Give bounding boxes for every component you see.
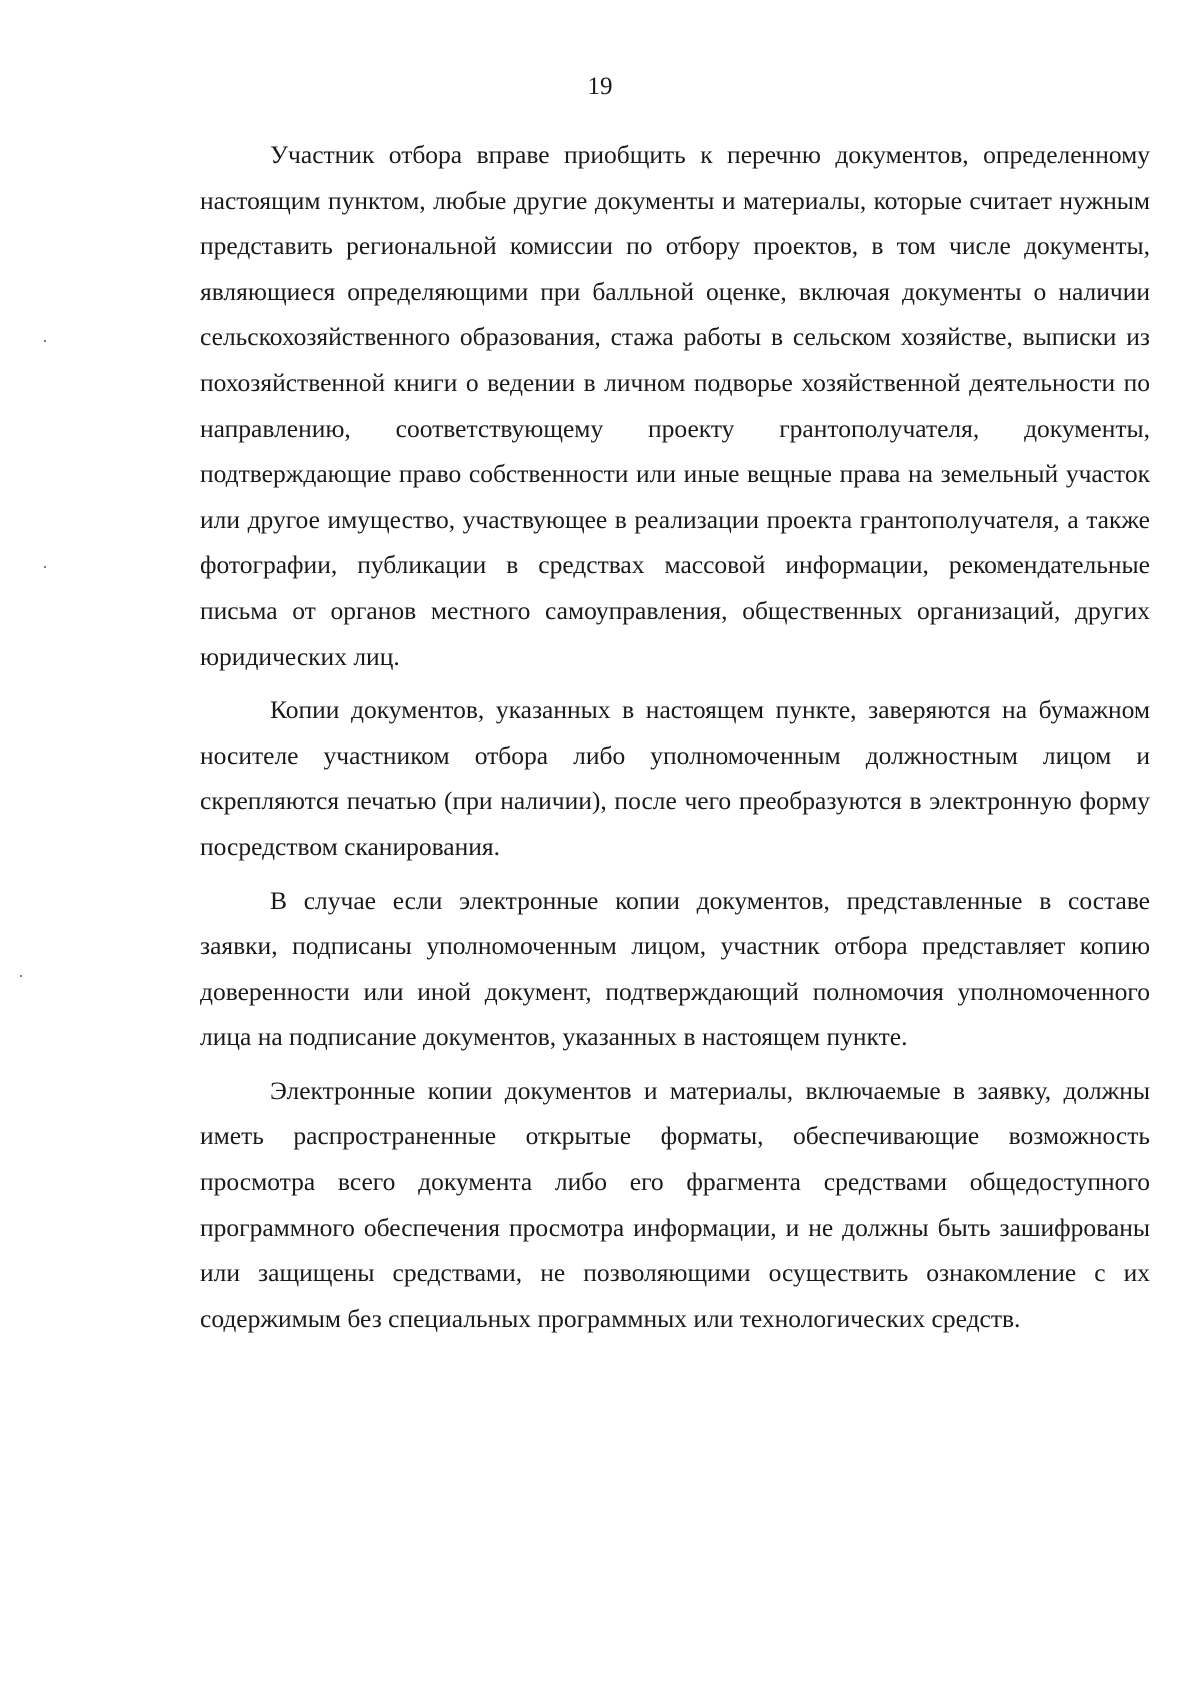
scan-speck [44, 566, 46, 568]
paragraph-document-copies: Копии документов, указанных в настоящем пункте, заверяются на бумажном носителе участником отбора либо уполномоченным должностным лицом и скрепляются печатью (при наличии), после чего преобразуются в электронную форму посредством сканирования. [200, 695, 1150, 861]
paragraph-authorized-signature: В случае если электронные копии документов, представленные в составе заявки, подписаны уполномоченным лицом, участник отбора представляет копию доверенности или иной документ, подтверждающий полномочия уполномоченного лица на подписание документов, указанных в настоящем пункте. [200, 885, 1150, 1052]
scan-speck [44, 340, 46, 342]
page-number: 19 [587, 73, 613, 100]
paragraph-electronic-formats: Электронные копии документов и материалы, включаемые в заявку, должны иметь распространенные открытые форматы, обеспечивающие возможность просмотра всего документа либо его фрагмента средствами общедоступного программного обеспечения просмотра информации, и не должны быть зашифрованы или защищены средствами, не позволяющими осуществить ознакомление с их содержимым без специальных программных или технологических средств. [200, 1075, 1150, 1333]
scan-speck [20, 975, 22, 977]
document-body [200, 132, 1150, 1349]
paragraph-additional-documents: Участник отбора вправе приобщить к перечню документов, определенному настоящим пунктом, любые другие документы и материалы, которые считает нужным представить региональной комиссии по отбору проектов, в том числе документы, являющиеся определяющими при балльной оценке, включая документы о наличии сельскохозяйственного образования, стажа работы в сельском хозяйстве, выписки из похозяйственной книги о ведении в личном подворье хозяйственной деятельности по направлению, соответствующему проекту грантополучателя, документы, подтверждающие право собственности или иные вещные права на земельный участок или другое имущество, участвующее в реализации проекта грантополучателя, а также фотографии, публикации в средствах массовой информации, рекомендательные письма от органов местного самоуправления, общественных организаций, других юридических лиц. [200, 140, 1150, 671]
